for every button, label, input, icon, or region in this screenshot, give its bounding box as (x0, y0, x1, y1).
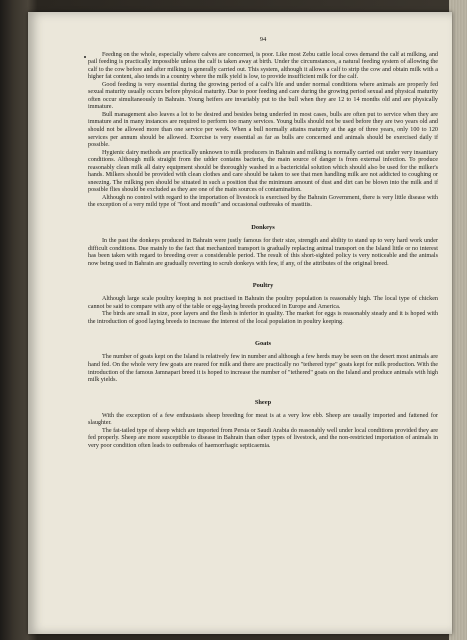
heading-donkeys: Donkeys (251, 224, 275, 232)
paragraph-sheep-breeding: With the exception of a few enthusiasts sheep breeding for meat is at a very low ebb. Sheep are usually imported and fattened for slaughter. (88, 412, 438, 427)
paragraph-hygienic-methods: Hygienic dairy methods are practically unknown to milk producers in Bahrain and milking is normally carried out under very insanitary conditions. Although milk straight from the udder contains bacteria, the main source of danger is from external infection. To produce reasonably clean milk all dairy equipment should be thoroughly washed in a bactericidal solution which should also be used for the milker's hands. Milkers should be provided with clean clothes and care should be taken to see that men handling milk are not addicted to coughing or sneezing. The milking pen should be situated in such a position that the minimum amount of dust and dirt can be blown into the milk and if possible flies should be excluded as they are one of the main sources of contamination. (88, 149, 438, 194)
paragraph-calf-feeding: Feeding on the whole, especially where calves are concerned, is poor. Like most Zebu cattle local cows demand the calf at milking, and pail feeding is practically impossible unless the calf is taken away at birth. Under the circumstances, a natural feeding system of allowing the calf to the cow before and after milking is generally carried out. This system, although it allows a calf to strip the cow and obtain milk with a higher fat content, also tends in a country where the milk yield is low, to provide insufficient milk for the calf. (88, 51, 438, 81)
heading-goats: Goats (255, 340, 271, 348)
document-page (28, 12, 452, 634)
paragraph-donkeys: In the past the donkeys produced in Bahrain were justly famous for their size, strength and ability to stand up to very hard work under difficult conditions. Due mainly to the fact that mechanized transport is gradually replacing animal transport on the Island little or no interest has been taken with regard to breeding over a considerable period. The result of this short-sighted policy is very noticeable and the animals now being used in Bahrain are gradually reverting to scrub donkeys with few, if any, of the attributes of the original breed. (88, 238, 438, 267)
ink-dot (84, 56, 86, 58)
paragraph-poultry-birds: The birds are small in size, poor layers and the flesh is inferior in quality. The market for eggs is reasonably steady and it is hoped with the introduction of good laying breeds to increase the interest of the local population in poultry keeping. (88, 311, 438, 325)
heading-sheep: Sheep (254, 398, 272, 406)
paragraph-sheep-fat-tailed: The fat-tailed type of sheep which are imported from Persia or Saudi Arabia do reasonably well under local conditions provided they are fed properly. Sheep are more susceptible to disease in Bahrain than other types of livestock, and the non-restricted importation of animals in very poor condition often leads to outbreaks of haemorrhagic septicaemia. (88, 427, 438, 449)
heading-poultry: Poultry (252, 282, 274, 290)
paragraph-livestock-importation: Although no control with regard to the importation of livestock is exercised by the Bahrain Government, there is very little disease with the exception of a very mild type of "foot and mouth" and occasional outbreaks of mastitis. (88, 194, 438, 209)
paragraph-growing-period: Good feeding is very essential during the growing period of a calf's life and under normal conditions where animals are properly fed sexual maturity usually occurs before physical maturity. Due to poor feeding and care during the growing period sexual and physical maturity often occur simultaneously in Bahrain. Young heifers are invariably put to the bull when they are 12 to 14 months old and are physically immature. (88, 81, 438, 111)
paragraph-poultry-population: Although large scale poultry keeping is not practised in Bahrain the poultry population is reasonably high. The local type of chicken cannot be said to compare with any of the table or egg-laying breeds produced in Europe and America. (88, 296, 438, 310)
paragraph-goats: The number of goats kept on the Island is relatively few in number and although a few herds may be seen on the desert most animals are hand fed. On the whole very few goats are reared for milk and there are practically no "tethered type" goats kept for milk production. With the introduction of the famous Jamnapari breed it is hoped to increase the number of "tethered" goats on the Island and produce animals with high milk yields. (88, 354, 438, 384)
page-number: 94 (259, 36, 267, 43)
page-content (88, 36, 438, 450)
paragraph-bull-management: Bull management also leaves a lot to be desired and besides being underfed in most cases, bulls are often put to service when they are immature and in many instances are required to perform too many services. Young bulls should not be used before they are two years old and should not be allowed more than one service per week. When a bull normally attains maturity at the age of three years, only 100 to 120 services per annum should be allowed. Exercise is very essential as far as bulls are concerned and animals should be exercised daily if possible. (88, 111, 438, 149)
